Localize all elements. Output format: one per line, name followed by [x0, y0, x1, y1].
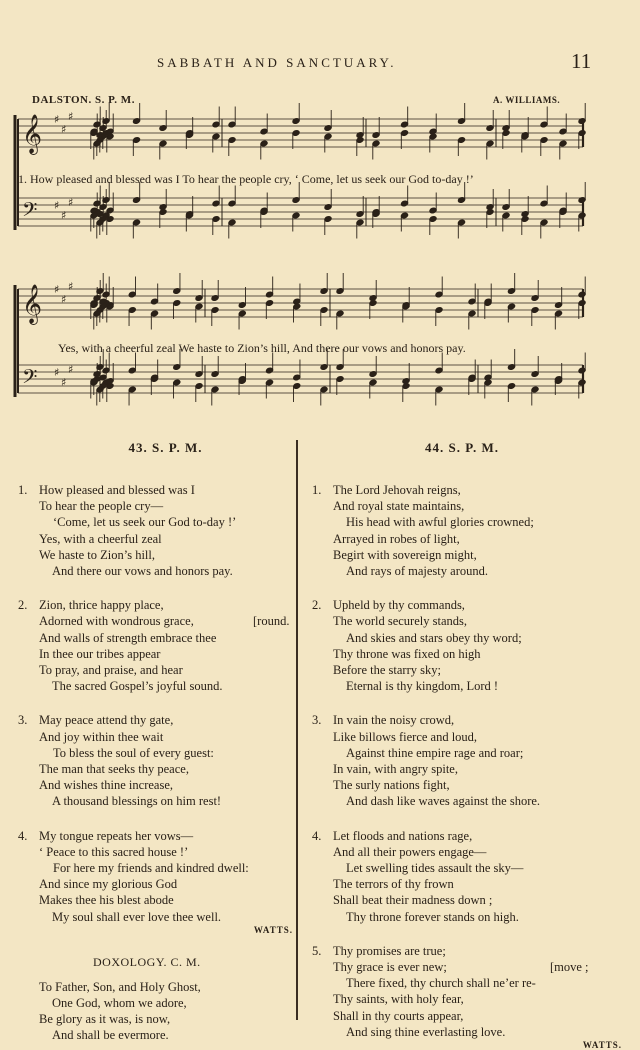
stanza-number: 1. [312, 483, 322, 497]
stanza-line: And wishes thine increase, [39, 778, 173, 793]
stanza-line: The terrors of thy frown [333, 877, 454, 892]
page-number: 11 [571, 49, 592, 73]
left-column [18, 440, 293, 1044]
stanza-line: Arrayed in robes of light, [333, 531, 460, 546]
bass-clef: 𝄢 [22, 198, 38, 226]
bass-clef: 𝄢 [22, 365, 38, 393]
stanza-line: The Lord Jehovah reigns, [333, 483, 461, 497]
stanza-line: Thy throne was fixed on high [333, 646, 481, 661]
stanza-line: And there our vows and honors pay. [52, 564, 233, 579]
hymn-43-author: WATTS. [253, 924, 293, 935]
score-lyric-line-2: Yes, with a cheerful zeal We haste to Zion’s hill, And there our vows and honors pay. [58, 341, 466, 355]
sharp-sign: ♯ [54, 113, 60, 126]
stanza-line: The world securely stands, [333, 614, 467, 629]
stanza-number: 3. [312, 713, 322, 728]
stanza-line: Against thine empire rage and roar; [346, 745, 524, 760]
hymn-43-heading: 43. S. P. M. [128, 440, 203, 455]
hymn-44-stanza-3 [312, 712, 622, 809]
stanza-number: 4. [18, 828, 28, 843]
stanza-line: And rays of majesty around. [346, 564, 488, 579]
stanza-line: How pleased and blessed was I [39, 483, 195, 497]
stanza-line: Yes, with a cheerful zeal [39, 531, 162, 546]
sharp-sign: ♯ [54, 199, 60, 212]
overflow-word: [move ; [550, 960, 589, 975]
stanza-number: 4. [312, 828, 322, 843]
stanza-number: 3. [18, 713, 28, 728]
hymn-43-stanza-2 [18, 597, 293, 694]
score-lyric-line-1: 1. How pleased and blessed was I To hear the people cry, ‘ Come, let us seek our God to-day !’ [18, 172, 474, 186]
sharp-sign: ♯ [68, 280, 74, 293]
sharp-sign: ♯ [54, 283, 60, 296]
stanza-line: To Father, Son, and Holy Ghost, [39, 979, 201, 994]
composer: A. WILLIAMS. [493, 95, 561, 105]
sharp-sign: ♯ [54, 366, 60, 379]
hymn-43-stanza-1 [18, 482, 293, 579]
sharp-sign: ♯ [61, 209, 67, 222]
stanza-line: And joy within thee wait [39, 729, 164, 744]
hymn-43-stanza-3 [18, 712, 293, 809]
treble-clef: 𝄞 [22, 114, 43, 154]
stanza-line: The man that seeks thy peace, [39, 762, 189, 777]
stanza-line: ‘Come, let us seek our God to-day !’ [53, 515, 237, 530]
stanza-number: 2. [18, 598, 28, 613]
stanza-line: To hear the people cry— [39, 499, 164, 514]
stanza-line: Like billows fierce and loud, [333, 729, 478, 744]
stanza-line: Eternal is thy kingdom, Lord ! [346, 679, 499, 694]
right-column [312, 440, 622, 1050]
stanza-line: Upheld by thy commands, [333, 598, 465, 613]
stanza-line: And sing thine everlasting love. [346, 1024, 506, 1039]
hymn-44-author: WATTS. [582, 1040, 622, 1050]
stanza-line: The surly nations fight, [333, 778, 450, 793]
sharp-sign: ♯ [61, 123, 67, 136]
running-title: SABBATH AND SANCTUARY. [157, 55, 397, 70]
hymn-43-stanza-4 [18, 828, 293, 925]
stanza-line: In vain, with angry spite, [333, 762, 458, 777]
stanza-line: In thee our tribes appear [39, 646, 161, 661]
stanza-line: In vain the noisy crowd, [333, 713, 455, 728]
stanza-line: For here my friends and kindred dwell: [53, 861, 249, 876]
stanza-line: And walls of strength embrace thee [39, 630, 217, 645]
hymn-44-heading: 44. S. P. M. [425, 440, 499, 455]
stanza-line: His head with awful glories crowned; [346, 515, 534, 530]
stanza-line: To bless the soul of every guest: [53, 745, 214, 760]
sharp-sign: ♯ [68, 196, 74, 209]
stanza-line: Let swelling tides assault the sky— [346, 861, 524, 876]
sharp-sign: ♯ [68, 363, 74, 376]
column-divider [296, 440, 298, 1020]
stanza-line: And all their powers engage— [333, 844, 487, 859]
hymn-44-stanza-4 [312, 828, 622, 925]
stanza-number: 5. [312, 943, 322, 958]
sharp-sign: ♯ [61, 376, 67, 389]
sharp-sign: ♯ [68, 110, 74, 123]
stanza-line: Begirt with sovereign might, [333, 547, 477, 562]
stanza-line: One God, whom we adore, [52, 996, 187, 1011]
stanza-line: Be glory as it was, is now, [39, 1012, 171, 1027]
stanza-line: My soul shall ever love thee well. [52, 909, 222, 924]
doxology-heading: DOXOLOGY. C. M. [93, 954, 201, 969]
music-score [0, 0, 640, 420]
stanza-line: And dash like waves against the shore. [346, 794, 541, 809]
sharp-sign: ♯ [61, 293, 67, 306]
stanza-line: My tongue repeats her vows— [39, 828, 194, 843]
stanza-line: Shall in thy courts appear, [333, 1008, 464, 1023]
stanza-line: And since my glorious God [39, 877, 178, 892]
stanza-line: To pray, and praise, and hear [39, 663, 183, 678]
stanza-line: A thousand blessings on him rest! [52, 794, 222, 809]
tune-name: DALSTON. S. P. M. [32, 94, 135, 106]
stanza-line: And shall be evermore. [52, 1028, 169, 1043]
overflow-word: [round. [253, 614, 290, 629]
hymn-44-stanza-1 [312, 482, 622, 579]
stanza-line: Makes thee his blest abode [39, 893, 174, 908]
treble-clef: 𝄞 [22, 284, 43, 324]
stanza-line: Shall beat their madness down ; [333, 893, 493, 908]
stanza-line: May peace attend thy gate, [39, 713, 174, 728]
stanza-line: Thy grace is ever new; [move ; [333, 960, 589, 975]
stanza-line: Before the starry sky; [333, 663, 441, 678]
stanza-number: 2. [312, 598, 322, 613]
stanza-line: ‘ Peace to this sacred house !’ [39, 844, 189, 859]
stanza-line: The sacred Gospel’s joyful sound. [52, 679, 223, 694]
stanza-line: Thy promises are true; [333, 943, 446, 958]
stanza-line: Let floods and nations rage, [333, 828, 473, 843]
stanza-number: 1. [18, 483, 28, 497]
stanza-line: Zion, thrice happy place, [39, 598, 164, 613]
stanza-line: Thy saints, with holy fear, [333, 992, 464, 1007]
stanza-line: There fixed, thy church shall ne’er re- [346, 976, 536, 991]
stanza-line: We haste to Zion’s hill, [39, 547, 155, 562]
stanza-line: And royal state maintains, [333, 499, 465, 514]
stanza-line: And skies and stars obey thy word; [346, 630, 522, 645]
hymn-44-stanza-5 [312, 943, 622, 1040]
stanza-line: Thy throne forever stands on high. [346, 909, 519, 924]
hymn-44-stanza-2 [312, 597, 622, 694]
doxology-text [18, 979, 293, 1044]
stanza-line: Adorned with wondrous grace, [round. [39, 614, 290, 629]
